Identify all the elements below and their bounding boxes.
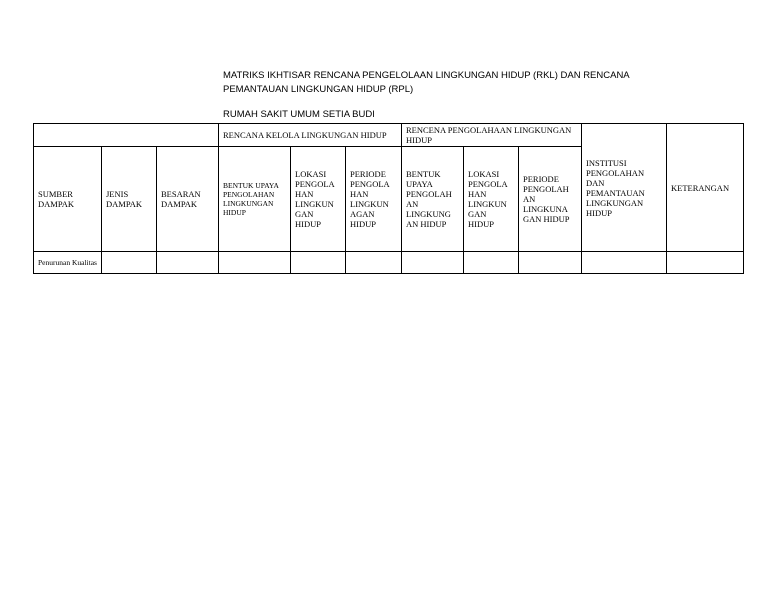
header-rpl-lokasi: LOKASI PENGOLA HAN LINGKUN GAN HIDUP xyxy=(464,147,519,252)
cell-sumber-dampak: Penurunan Kualitas xyxy=(34,252,102,274)
header-sumber-dampak: SUMBER DAMPAK xyxy=(34,147,102,252)
cell-rkl-lokasi xyxy=(291,252,346,274)
cell-rpl-bentuk-upaya xyxy=(402,252,464,274)
header-rkl-bentuk-upaya: BENTUK UPAYA PENGOLAHAN LINGKUNGAN HIDUP xyxy=(219,147,291,252)
header-keterangan: KETERANGAN xyxy=(667,124,744,252)
cell-rkl-periode xyxy=(346,252,402,274)
cell-besaran-dampak xyxy=(157,252,219,274)
document-title xyxy=(223,69,643,97)
cell-keterangan xyxy=(667,252,744,274)
document-subtitle: RUMAH SAKIT UMUM SETIA BUDI xyxy=(223,109,375,120)
group-header-rpl: RENCENA PENGOLAHAAN LINGKUNGAN HIDUP xyxy=(402,124,582,147)
cell-rpl-lokasi xyxy=(464,252,519,274)
header-jenis-dampak: JENIS DAMPAK xyxy=(102,147,157,252)
header-rpl-bentuk-upaya: BENTUK UPAYA PENGOLAH AN LINGKUNG AN HIDUP xyxy=(402,147,464,252)
header-besaran-dampak: BESARAN DAMPAK xyxy=(157,147,219,252)
cell-institusi xyxy=(582,252,667,274)
header-blank-cell xyxy=(34,124,219,147)
table-row xyxy=(34,252,744,274)
cell-jenis-dampak xyxy=(102,252,157,274)
group-header-rkl: RENCANA KELOLA LINGKUNGAN HIDUP xyxy=(219,124,402,147)
matrix-table xyxy=(33,123,744,274)
header-rkl-lokasi: LOKASI PENGOLA HAN LINGKUN GAN HIDUP xyxy=(291,147,346,252)
document-title-line-2: PEMANTAUAN LINGKUNGAN HIDUP (RPL) xyxy=(223,84,414,95)
document-title-line-1: MATRIKS IKHTISAR RENCANA PENGELOLAAN LINGKUNGAN HIDUP (RKL) DAN RENCANA xyxy=(223,70,630,81)
cell-rpl-periode xyxy=(519,252,582,274)
group-header-row xyxy=(34,124,744,147)
header-rpl-periode: PERIODE PENGOLAH AN LINGKUNA GAN HIDUP xyxy=(519,147,582,252)
header-institusi: INSTITUSI PENGOLAHAN DAN PEMANTAUAN LINGKUNGAN HIDUP xyxy=(582,124,667,252)
header-rkl-periode: PERIODE PENGOLA HAN LINGKUN AGAN HIDUP xyxy=(346,147,402,252)
cell-rkl-bentuk-upaya xyxy=(219,252,291,274)
